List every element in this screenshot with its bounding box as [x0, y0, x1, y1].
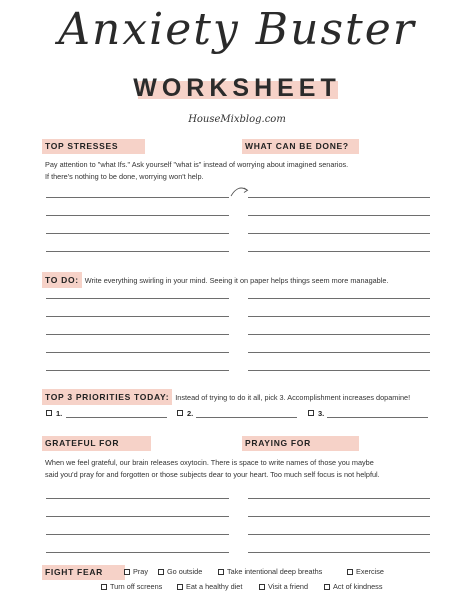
grateful-line-right-3[interactable]	[248, 534, 430, 535]
praying-for-heading: PRAYING FOR	[242, 436, 359, 451]
healthy-diet-checkbox[interactable]	[177, 584, 183, 590]
priority-1-number: 1.	[56, 409, 63, 418]
todo-line-left-5[interactable]	[46, 370, 229, 371]
stresses-line-right-2[interactable]	[248, 215, 430, 216]
stresses-line-left-2[interactable]	[46, 215, 229, 216]
priority-3-checkbox[interactable]	[308, 410, 314, 416]
visit-friend-label: Visit a friend	[268, 582, 309, 591]
turn-off-screens-label: Turn off screens	[110, 582, 163, 591]
act-of-kindness-label: Act of kindness	[333, 582, 383, 591]
priority-2-line[interactable]	[196, 417, 297, 418]
deep-breaths-label: Take intentional deep breaths	[227, 567, 323, 576]
grateful-line-left-3[interactable]	[46, 534, 229, 535]
what-can-be-done-heading: WHAT CAN BE DONE?	[242, 139, 359, 154]
priorities-heading: TOP 3 PRIORITIES TODAY:	[42, 389, 172, 405]
grateful-for-heading: GRATEFUL FOR	[42, 436, 151, 451]
act-of-kindness-checkbox[interactable]	[324, 584, 330, 590]
todo-line-right-3[interactable]	[248, 334, 430, 335]
healthy-diet-label: Eat a healthy diet	[186, 582, 243, 591]
grateful-line-right-1[interactable]	[248, 498, 430, 499]
grateful-line-left-4[interactable]	[46, 552, 229, 553]
stresses-line-right-4[interactable]	[248, 251, 430, 252]
grateful-text-line1: When we feel grateful, our brain releases oxytocin. There is space to write names of those you maybe	[45, 458, 374, 467]
stresses-line-right-1[interactable]	[248, 197, 430, 198]
stresses-text-line2: If there's nothing to be done, worrying won't help.	[45, 172, 204, 181]
stresses-line-left-4[interactable]	[46, 251, 229, 252]
priority-2-number: 2.	[187, 409, 194, 418]
grateful-line-right-4[interactable]	[248, 552, 430, 553]
deep-breaths-checkbox[interactable]	[218, 569, 224, 575]
exercise-checkbox[interactable]	[347, 569, 353, 575]
stresses-line-right-3[interactable]	[248, 233, 430, 234]
go-outside-checkbox[interactable]	[158, 569, 164, 575]
todo-line-right-5[interactable]	[248, 370, 430, 371]
todo-row	[42, 270, 388, 288]
script-title: Anxiety Buster	[58, 4, 416, 55]
turn-off-screens-checkbox[interactable]	[101, 584, 107, 590]
priority-3-number: 3.	[318, 409, 325, 418]
visit-friend-checkbox[interactable]	[259, 584, 265, 590]
todo-line-left-4[interactable]	[46, 352, 229, 353]
pray-label: Pray	[133, 567, 149, 576]
grateful-text-line2: said you'd pray for and forgotten or those subjects dear to your heart. Too much self focus is not helpful.	[45, 470, 380, 479]
todo-line-right-2[interactable]	[248, 316, 430, 317]
grateful-line-right-2[interactable]	[248, 516, 430, 517]
fight-fear-heading: FIGHT FEAR	[42, 565, 125, 580]
todo-line-right-1[interactable]	[248, 298, 430, 299]
todo-line-left-1[interactable]	[46, 298, 229, 299]
top-stresses-heading: TOP STRESSES	[42, 139, 145, 154]
todo-text: Write everything swirling in your mind. Seeing it on paper helps things seem more managable.	[84, 276, 389, 285]
go-outside-label: Go outside	[167, 567, 203, 576]
todo-line-left-3[interactable]	[46, 334, 229, 335]
priority-2-checkbox[interactable]	[177, 410, 183, 416]
grateful-line-left-2[interactable]	[46, 516, 229, 517]
priority-1-line[interactable]	[66, 417, 167, 418]
grateful-line-left-1[interactable]	[46, 498, 229, 499]
stresses-line-left-3[interactable]	[46, 233, 229, 234]
priority-1-checkbox[interactable]	[46, 410, 52, 416]
site-name: HouseMixblog.com	[188, 114, 286, 125]
priority-3-line[interactable]	[327, 417, 428, 418]
pray-checkbox[interactable]	[124, 569, 130, 575]
todo-line-right-4[interactable]	[248, 352, 430, 353]
exercise-label: Exercise	[356, 567, 384, 576]
worksheet-title: WORKSHEET	[133, 74, 341, 102]
stresses-line-left-1[interactable]	[46, 197, 229, 198]
priorities-text: Instead of trying to do it all, pick 3. Accomplishment increases dopamine!	[175, 393, 411, 402]
priorities-row	[42, 387, 410, 405]
todo-heading: TO DO:	[42, 272, 82, 288]
stresses-text-line1: Pay attention to "what Ifs." Ask yourself "what is" instead of worrying about imagined senarios.	[45, 160, 349, 169]
todo-line-left-2[interactable]	[46, 316, 229, 317]
